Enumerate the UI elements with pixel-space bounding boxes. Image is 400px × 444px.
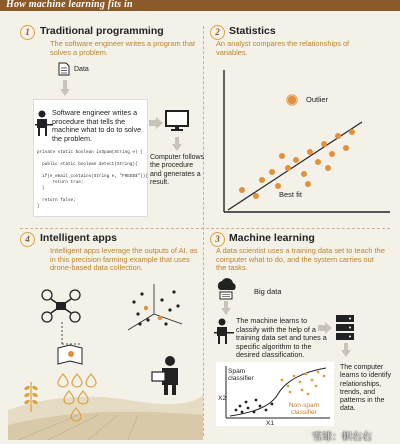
engineer-at-desk-icon — [35, 110, 53, 136]
data-point — [349, 129, 355, 135]
classifier-point — [317, 371, 320, 374]
data-point — [335, 133, 341, 139]
classifier-point — [281, 379, 284, 382]
classifier-point — [299, 381, 302, 384]
classifier-point — [241, 411, 244, 414]
classifier-point — [255, 399, 258, 402]
plot-point — [172, 290, 175, 293]
panel-title: Intelligent apps — [40, 232, 118, 244]
computer-monitor-icon — [165, 110, 189, 132]
classifier-point — [265, 409, 268, 412]
water-drop-icon — [78, 391, 88, 404]
horizontal-divider — [20, 228, 390, 229]
data-point — [275, 183, 281, 189]
panel-number: 3 — [210, 232, 225, 247]
plot-point — [160, 298, 163, 301]
water-drop-icon — [58, 374, 68, 387]
panel-number: 1 — [20, 25, 35, 40]
panel-title: Traditional programming — [40, 25, 164, 37]
classifier-point — [235, 409, 238, 412]
arrow-down-icon — [341, 343, 351, 357]
outlier-label: Outlier — [306, 95, 329, 104]
plot-point — [164, 322, 167, 325]
plot-point — [146, 318, 149, 321]
arrow-right-icon — [318, 322, 332, 334]
data-point — [279, 153, 285, 159]
data-document-icon — [58, 62, 70, 76]
plot-point — [158, 316, 162, 320]
classifier-point — [239, 405, 242, 408]
panel-number: 4 — [20, 232, 35, 247]
data-point — [259, 177, 265, 183]
classifier-point — [315, 385, 318, 388]
machine-learns-text: The machine learns to classify with the help of a training data set and tunes a specific algorithm to the desired classification. — [236, 316, 327, 359]
classifier-point — [307, 393, 310, 396]
classifier-point — [247, 407, 250, 410]
classifier-point — [259, 405, 262, 408]
arrow-right-icon — [149, 117, 163, 129]
panel-description: A data scientist uses a training data set to teach the computer what to do, and the system carries out the tasks. — [216, 246, 385, 273]
classifier-point — [245, 401, 248, 404]
water-drop-icon — [86, 374, 96, 387]
data-point — [301, 171, 307, 177]
classifier-point — [287, 385, 290, 388]
plot-point — [144, 306, 148, 310]
code-snippet: private static boolean isSpam(String e) { public static boolean detect(String){ if(e_email_contains(String e, "FREE$$")){ return true; } return false; } — [37, 150, 148, 209]
arrow-down-icon — [221, 301, 231, 315]
classifier-point — [305, 373, 308, 376]
classifier-point — [289, 391, 292, 394]
computer-result-text: Computer follows the procedure and generates a result. — [150, 154, 205, 187]
drone-icon — [40, 288, 82, 324]
data-point — [293, 157, 299, 163]
classifier-point — [253, 411, 256, 414]
data-point — [321, 141, 327, 147]
data-point — [307, 149, 313, 155]
data-point — [315, 159, 321, 165]
x2-axis-label: X2 — [218, 395, 226, 402]
vertical-divider — [203, 26, 204, 436]
data-point — [305, 181, 311, 187]
title-banner — [0, 0, 400, 11]
plot-point — [176, 304, 179, 307]
panel-title: Machine learning — [229, 232, 315, 244]
big-data-cloud-icon — [214, 278, 238, 300]
water-drop-icon — [64, 391, 74, 404]
classifier-point — [271, 403, 274, 406]
data-point — [329, 151, 335, 157]
data-label: Data — [74, 66, 89, 73]
data-scientist-at-desk-icon — [214, 318, 234, 344]
water-drop-icon — [72, 374, 82, 387]
plot-point — [138, 322, 141, 325]
3d-data-plot-icon — [124, 280, 184, 336]
classifier-point — [311, 379, 314, 382]
x1-axis-label: X1 — [266, 420, 274, 427]
panel-title: Statistics — [229, 25, 276, 37]
banner-title: How machine learning fits in — [6, 0, 133, 10]
spam-classifier-label: Spam classifier — [228, 368, 254, 383]
scatter-plot — [212, 64, 394, 224]
plot-point — [140, 292, 143, 295]
data-point — [285, 165, 291, 171]
data-point — [325, 165, 331, 171]
arrow-down-icon — [60, 80, 70, 96]
data-point — [239, 187, 245, 193]
panel-description: Intelligent apps leverage the outputs of AI, as in this precision farming example that uses drone-based data collection. — [50, 246, 198, 273]
big-data-label: Big data — [254, 287, 282, 296]
outlier-point — [288, 96, 296, 104]
non-spam-classifier-label: Non-spam classifier — [288, 402, 320, 417]
plot-point — [168, 308, 171, 311]
data-point — [269, 169, 275, 175]
plot-point — [136, 312, 139, 315]
arrow-down-icon — [172, 137, 182, 151]
best-fit-label: Best fit — [279, 190, 302, 199]
classifier-point — [301, 389, 304, 392]
data-point — [253, 193, 259, 199]
wheat-plant-icon — [20, 378, 42, 412]
classifier-point — [293, 375, 296, 378]
classifier-point — [323, 375, 326, 378]
field-map-icon — [56, 344, 84, 366]
server-icon — [335, 314, 355, 340]
computer-learns-text: The computer learns to identify relationships, trends, and patterns in the data. — [340, 364, 391, 413]
panel-description: An analyst compares the relationships of variables. — [216, 39, 350, 57]
data-point — [343, 145, 349, 151]
engineer-text: Software engineer writes a procedure that tells the machine what to do to solve the problem. — [52, 108, 142, 143]
watermark: 雪球：帜右右 — [312, 432, 372, 443]
panel-number: 2 — [210, 25, 225, 40]
panel-description: The software engineer writes a program that solves a problem. — [50, 39, 196, 57]
plot-point — [132, 300, 135, 303]
water-drop-icon — [71, 408, 81, 421]
farmer-with-tablet-icon — [150, 355, 184, 395]
